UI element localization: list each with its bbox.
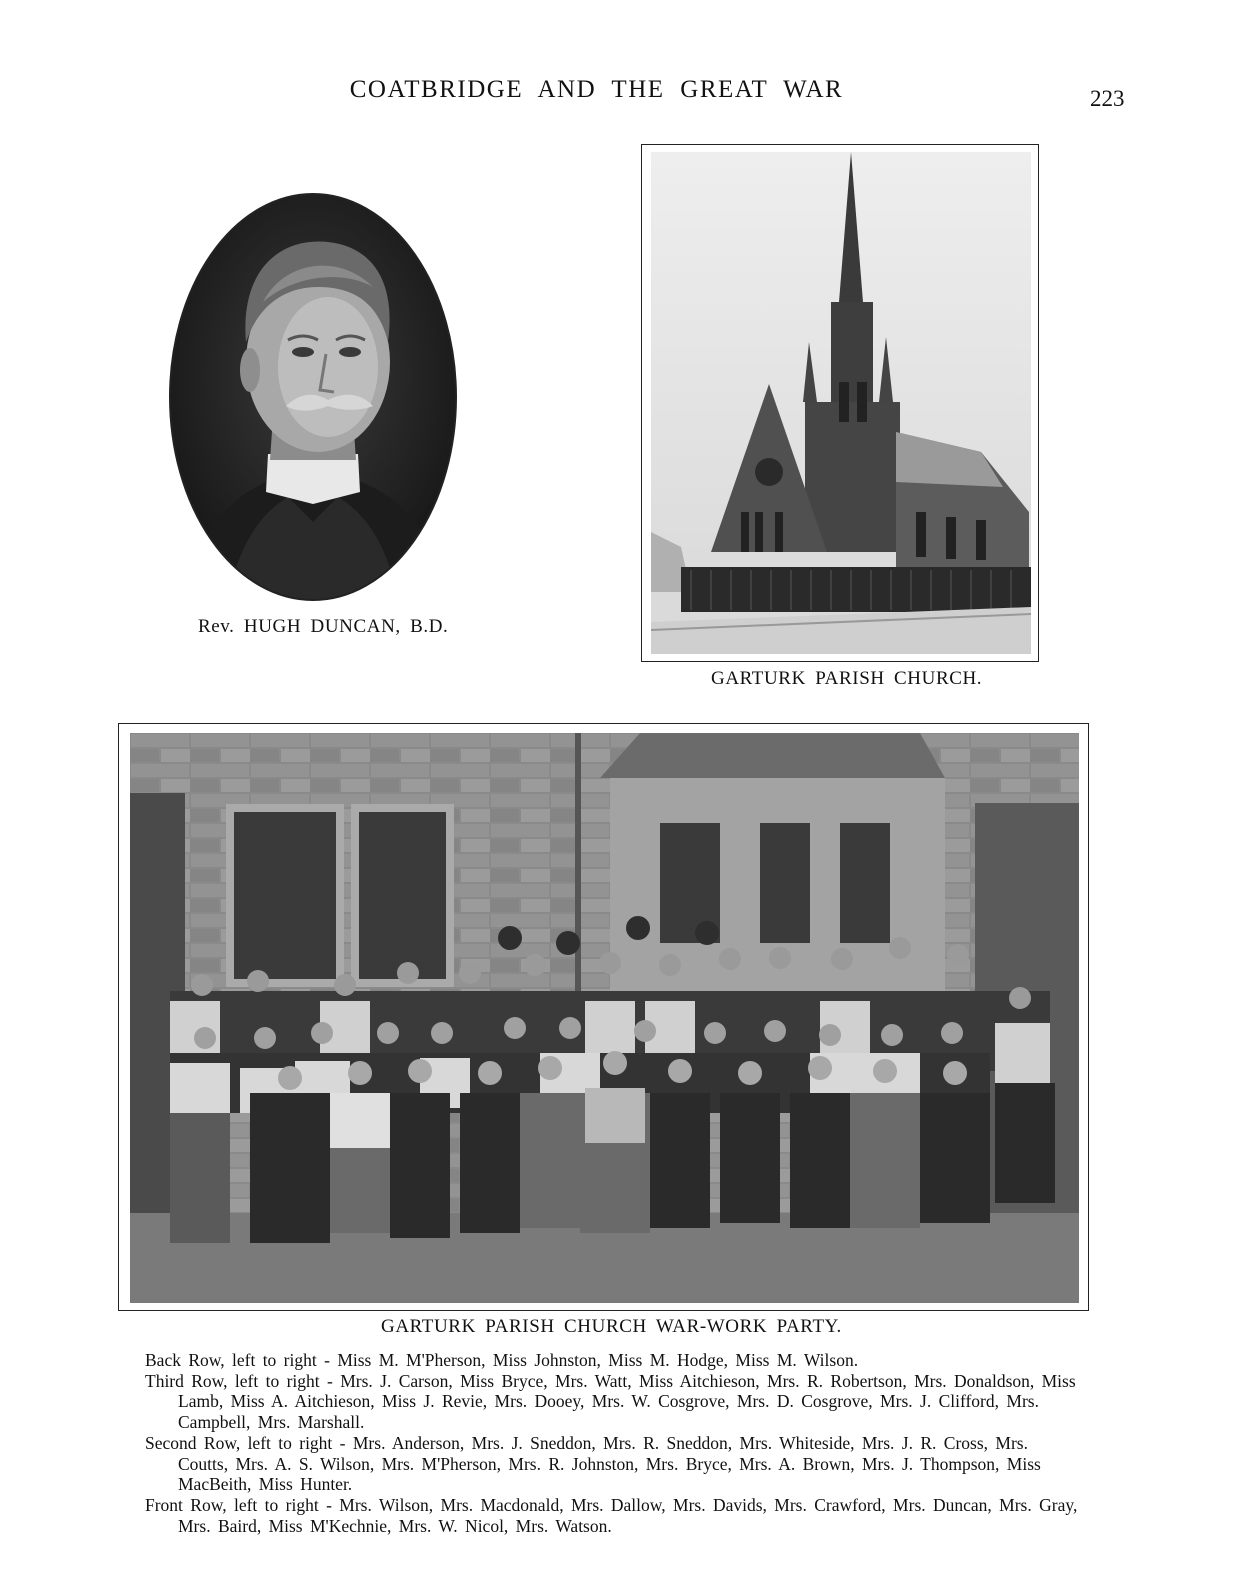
back-row-names: Back Row, left to right - Miss M. M'Pherson, Miss Johnston, Miss M. Hodge, Miss M. Wilson.	[145, 1350, 859, 1370]
church-caption: GARTURK PARISH CHURCH.	[711, 668, 983, 689]
third-row-names: Third Row, left to right - Mrs. J. Carson, Miss Bryce, Mrs. Watt, Miss Aitchieson, Mrs. R. Robertson, Mrs. Donaldson, Miss Lamb, Miss A. Aitchieson, Miss J. Revie, Mrs. Dooey, Mrs. W. Cosgrove, Mrs. D. Cosgrove, Mrs. J. Clifford, Mrs. Campbell, Mrs. Marshall.	[145, 1370, 1076, 1433]
running-header-title: COATBRIDGE AND THE GREAT WAR	[349, 76, 844, 103]
second-row-names: Second Row, left to right - Mrs. Anderson, Mrs. J. Sneddon, Mrs. R. Sneddon, Mrs. Whiteside, Mrs. J. R. Cross, Mrs. Coutts, Mrs. A. S. Wilson, Mrs. M'Pherson, Mrs. R. Johnston, Mrs. Bryce, Mrs. A. Brown, Mrs. J. Thompson, Miss MacBeith, Miss Hunter.	[145, 1432, 1041, 1495]
group-caption: GARTURK PARISH CHURCH WAR-WORK PARTY.	[381, 1316, 842, 1337]
group-photo	[118, 723, 1089, 1311]
portrait-caption: Rev. HUGH DUNCAN, B.D.	[198, 616, 449, 637]
church-photo	[641, 144, 1039, 662]
portrait-photo	[168, 192, 458, 602]
names-list	[145, 1350, 1085, 1536]
page-number: 223	[1090, 86, 1125, 111]
front-row-names: Front Row, left to right - Mrs. Wilson, Mrs. Macdonald, Mrs. Dallow, Mrs. Davids, Mrs. Crawford, Mrs. Duncan, Mrs. Gray, Mrs. Baird, Miss M'Kechnie, Mrs. W. Nicol, Mrs. Watson.	[145, 1494, 1078, 1536]
